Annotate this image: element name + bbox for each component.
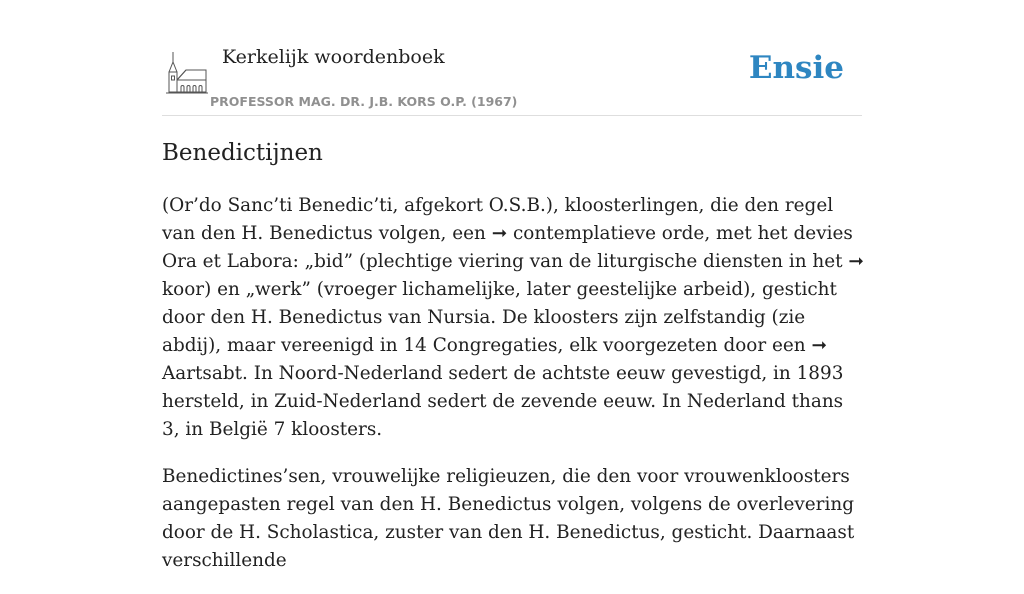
entry-paragraph: Benedictines’sen, vrouwelijke religieuzen, die den voor vrouwenkloosters aangepasten regel van den H. Benedictus volgen, volgens de overlevering door de H. Scholastica, zuster van den H. Benedictus, gesticht. Daarnaast verschillende — [162, 466, 855, 571]
author-line: PROFESSOR MAG. DR. J.B. KORS O.P. (1967) — [210, 94, 518, 109]
paragraph-text: . In Noord-Nederland sedert de achtste eeuw gevestigd, in 1893 hersteld, in Zuid-Nederland sedert de zevende eeuw. In Nederland thans 3, in België 7 kloosters. — [162, 363, 844, 440]
ensie-logo-link[interactable]: Ensie — [748, 50, 844, 86]
entry-title: Benedictijnen — [162, 140, 323, 166]
paragraph-text: orde, met het devies Ora et Labora: „bid” (plechtige viering van de liturgische diensten in het — [162, 223, 853, 272]
book-title[interactable]: Kerkelijk woordenboek — [222, 46, 445, 68]
paragraph-text: (Or’do Sanc’ti Benedic’ti, afgekort O.S.B.), kloosterlingen, die den regel van den H. Benedictus volgen, een — [162, 195, 834, 244]
crossref-link-aartsabt[interactable]: ➞ Aartsabt — [162, 335, 827, 384]
church-icon — [166, 50, 208, 94]
entry-body — [162, 192, 864, 594]
entry-paragraph — [162, 192, 864, 444]
crossref-link-contemplatieve[interactable]: ➞ contemplatieve — [491, 223, 656, 244]
crossref-link-koor[interactable]: ➞ koor — [162, 251, 864, 300]
paragraph-text: ) en „werk” (vroeger lichamelijke, later geestelijke arbeid), gesticht door den H. Benedictus van Nursia. De kloosters zijn zelfstandig (zie abdij), maar vereenigd in 14 Congregaties, elk voorgezeten door een — [162, 279, 837, 356]
header — [162, 40, 862, 116]
